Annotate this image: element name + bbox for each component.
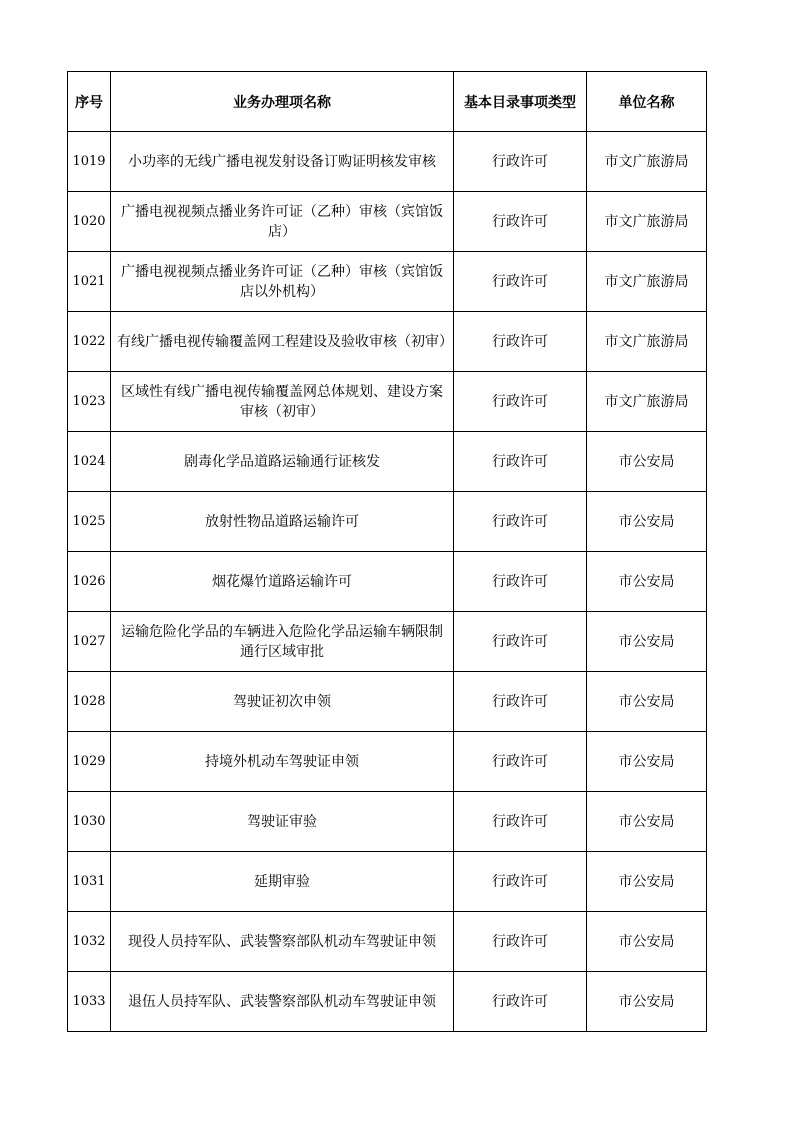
header-item-type: 基本目录事项类型 <box>454 72 587 132</box>
cell-seq: 1027 <box>68 612 111 672</box>
cell-unit-name: 市文广旅游局 <box>587 372 707 432</box>
cell-item-name: 延期审验 <box>111 852 454 912</box>
cell-item-type: 行政许可 <box>454 552 587 612</box>
table-row <box>68 672 707 732</box>
cell-item-type: 行政许可 <box>454 972 587 1032</box>
cell-seq: 1024 <box>68 432 111 492</box>
cell-seq: 1021 <box>68 252 111 312</box>
cell-item-name: 现役人员持军队、武装警察部队机动车驾驶证申领 <box>111 912 454 972</box>
cell-seq: 1025 <box>68 492 111 552</box>
cell-unit-name: 市公安局 <box>587 432 707 492</box>
table-row <box>68 552 707 612</box>
cell-item-name: 区域性有线广播电视传输覆盖网总体规划、建设方案审核（初审） <box>111 372 454 432</box>
cell-item-name: 烟花爆竹道路运输许可 <box>111 552 454 612</box>
table-row <box>68 132 707 192</box>
table-row <box>68 792 707 852</box>
cell-item-name: 剧毒化学品道路运输通行证核发 <box>111 432 454 492</box>
cell-item-name: 小功率的无线广播电视发射设备订购证明核发审核 <box>111 132 454 192</box>
cell-item-type: 行政许可 <box>454 312 587 372</box>
cell-seq: 1029 <box>68 732 111 792</box>
cell-seq: 1023 <box>68 372 111 432</box>
cell-unit-name: 市公安局 <box>587 852 707 912</box>
cell-unit-name: 市文广旅游局 <box>587 312 707 372</box>
cell-item-type: 行政许可 <box>454 492 587 552</box>
cell-unit-name: 市文广旅游局 <box>587 192 707 252</box>
table-row <box>68 252 707 312</box>
cell-item-name: 运输危险化学品的车辆进入危险化学品运输车辆限制通行区域审批 <box>111 612 454 672</box>
cell-item-type: 行政许可 <box>454 792 587 852</box>
cell-item-type: 行政许可 <box>454 192 587 252</box>
cell-unit-name: 市公安局 <box>587 612 707 672</box>
cell-seq: 1026 <box>68 552 111 612</box>
cell-item-type: 行政许可 <box>454 732 587 792</box>
cell-item-type: 行政许可 <box>454 132 587 192</box>
cell-unit-name: 市公安局 <box>587 732 707 792</box>
cell-seq: 1022 <box>68 312 111 372</box>
table-row <box>68 612 707 672</box>
cell-item-name: 持境外机动车驾驶证申领 <box>111 732 454 792</box>
table-row <box>68 192 707 252</box>
table-row <box>68 732 707 792</box>
table-row <box>68 432 707 492</box>
table-row <box>68 972 707 1032</box>
cell-unit-name: 市公安局 <box>587 552 707 612</box>
cell-item-name: 驾驶证审验 <box>111 792 454 852</box>
header-seq: 序号 <box>68 72 111 132</box>
cell-unit-name: 市公安局 <box>587 912 707 972</box>
cell-item-type: 行政许可 <box>454 372 587 432</box>
cell-item-name: 有线广播电视传输覆盖网工程建设及验收审核（初审） <box>111 312 454 372</box>
cell-item-name: 退伍人员持军队、武装警察部队机动车驾驶证申领 <box>111 972 454 1032</box>
cell-item-name: 放射性物品道路运输许可 <box>111 492 454 552</box>
table-row <box>68 372 707 432</box>
cell-item-type: 行政许可 <box>454 912 587 972</box>
cell-seq: 1033 <box>68 972 111 1032</box>
cell-item-type: 行政许可 <box>454 672 587 732</box>
cell-unit-name: 市公安局 <box>587 492 707 552</box>
header-unit-name: 单位名称 <box>587 72 707 132</box>
cell-item-type: 行政许可 <box>454 252 587 312</box>
table-row <box>68 852 707 912</box>
cell-unit-name: 市文广旅游局 <box>587 252 707 312</box>
service-items-table <box>67 71 707 1032</box>
cell-seq: 1030 <box>68 792 111 852</box>
cell-item-name: 广播电视视频点播业务许可证（乙种）审核（宾馆饭店以外机构） <box>111 252 454 312</box>
cell-unit-name: 市公安局 <box>587 672 707 732</box>
cell-seq: 1019 <box>68 132 111 192</box>
table-row <box>68 492 707 552</box>
cell-item-type: 行政许可 <box>454 852 587 912</box>
cell-item-type: 行政许可 <box>454 612 587 672</box>
cell-unit-name: 市文广旅游局 <box>587 132 707 192</box>
cell-unit-name: 市公安局 <box>587 792 707 852</box>
cell-item-name: 广播电视视频点播业务许可证（乙种）审核（宾馆饭店） <box>111 192 454 252</box>
header-item-name: 业务办理项名称 <box>111 72 454 132</box>
cell-unit-name: 市公安局 <box>587 972 707 1032</box>
cell-item-type: 行政许可 <box>454 432 587 492</box>
cell-seq: 1020 <box>68 192 111 252</box>
table-header-row <box>68 72 707 132</box>
table-row <box>68 312 707 372</box>
cell-seq: 1031 <box>68 852 111 912</box>
cell-seq: 1032 <box>68 912 111 972</box>
cell-seq: 1028 <box>68 672 111 732</box>
cell-item-name: 驾驶证初次申领 <box>111 672 454 732</box>
table-row <box>68 912 707 972</box>
